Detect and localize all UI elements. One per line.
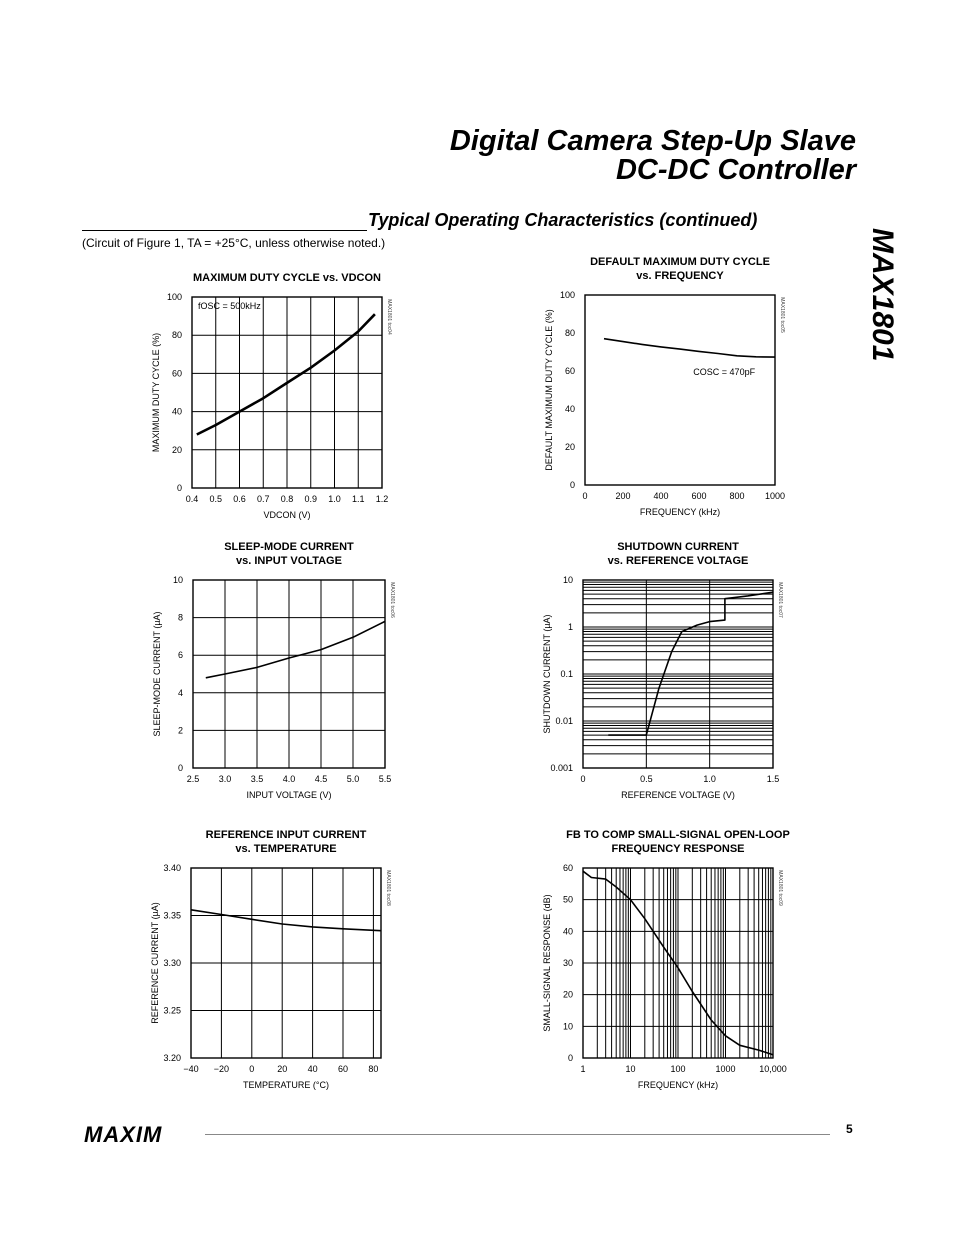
chart-title: FB TO COMP SMALL-SIGNAL OPEN-LOOP [566, 829, 790, 841]
x-tick-label: 5.0 [346, 774, 360, 784]
y-tick-label: 10 [172, 575, 183, 585]
chart-4 [542, 541, 783, 800]
conditions-note: (Circuit of Figure 1, TA = +25°C, unless otherwise noted.) [82, 236, 386, 250]
y-tick-label: 3.25 [163, 1005, 181, 1016]
x-tick-label: 10 [625, 1064, 636, 1074]
section-title: Typical Operating Characteristics (continued) [368, 210, 758, 230]
y-tick-label: 3.40 [163, 863, 181, 873]
y-tick-label: 30 [562, 958, 573, 968]
y-tick-label: 60 [562, 863, 573, 873]
x-tick-label: 4.5 [314, 774, 328, 784]
x-axis-label: TEMPERATURE (°C) [243, 1080, 329, 1090]
series-line [604, 339, 775, 357]
figure-code: MAX1801 toc06 [389, 582, 395, 618]
chart-title: vs. INPUT VOLTAGE [236, 555, 342, 567]
y-tick-label: 10 [562, 1021, 573, 1032]
x-tick-label: 0.6 [233, 494, 246, 504]
x-tick-label: 0 [582, 491, 588, 501]
x-axis-label: REFERENCE VOLTAGE (V) [621, 790, 735, 800]
figure-code: MAX1801 toc05 [779, 297, 785, 333]
x-axis-label: FREQUENCY (kHz) [637, 1080, 719, 1090]
x-tick-label: 1.2 [375, 494, 389, 504]
chart-title: SHUTDOWN CURRENT [617, 541, 739, 553]
x-tick-label: 1.0 [703, 774, 716, 784]
chart-annotation: fOSC = 500kHz [198, 301, 261, 311]
x-axis-label: INPUT VOLTAGE (V) [246, 790, 332, 800]
chart-6 [542, 829, 790, 1090]
y-tick-label: 80 [171, 330, 182, 341]
y-axis-label: SHUTDOWN CURRENT (µA) [542, 614, 552, 734]
y-tick-label: 60 [564, 366, 575, 376]
y-tick-label: 0 [177, 763, 183, 773]
x-tick-label: 0 [580, 774, 586, 784]
y-tick-label: 8 [177, 612, 183, 623]
chart-title: vs. REFERENCE VOLTAGE [607, 555, 749, 567]
y-tick-label: 80 [564, 328, 575, 338]
chart-title: FREQUENCY RESPONSE [611, 843, 745, 855]
y-axis-label: SLEEP-MODE CURRENT (µA) [152, 611, 162, 737]
x-tick-label: 5.5 [378, 774, 392, 784]
x-tick-label: 1.1 [351, 494, 365, 504]
y-tick-label: 4 [177, 687, 183, 698]
x-tick-label: 0.4 [185, 494, 199, 504]
y-axis-label: MAXIMUM DUTY CYCLE (%) [151, 332, 161, 453]
x-tick-label: 1 [580, 1064, 586, 1074]
y-tick-label: 0 [567, 1053, 573, 1063]
x-tick-label: 100 [670, 1064, 686, 1074]
y-tick-label: 1 [567, 622, 573, 632]
x-tick-label: 600 [691, 491, 707, 501]
chart-title: vs. TEMPERATURE [235, 843, 337, 855]
figure-code: MAX1801 toc07 [777, 582, 783, 618]
x-tick-label: 0.5 [209, 494, 223, 504]
y-tick-label: 6 [177, 650, 183, 661]
y-tick-label: 0.01 [555, 716, 573, 726]
figure-code: MAX1801 toc04 [386, 299, 392, 335]
x-tick-label: 10,000 [759, 1064, 787, 1074]
x-tick-label: 0.7 [256, 494, 270, 504]
y-tick-label: 0.1 [560, 669, 573, 679]
title-line-1: Digital Camera Step-Up Slave [449, 125, 856, 157]
x-tick-label: −20 [213, 1064, 230, 1074]
figure-code: MAX1801 toc09 [777, 870, 783, 906]
y-tick-label: 2 [177, 725, 183, 736]
footer-rule [205, 1134, 830, 1135]
y-axis-label: REFERENCE CURRENT (µA) [150, 902, 160, 1024]
x-tick-label: 80 [368, 1064, 379, 1074]
x-axis-label: FREQUENCY (kHz) [639, 507, 721, 517]
series-line [206, 621, 385, 677]
x-tick-label: 20 [277, 1064, 288, 1074]
x-tick-label: 1000 [715, 1064, 736, 1074]
y-tick-label: 0 [176, 483, 182, 493]
y-tick-label: 40 [564, 404, 575, 414]
figure-code: MAX1801 toc08 [385, 870, 391, 906]
x-tick-label: 200 [615, 491, 631, 501]
page-number: 5 [846, 1122, 853, 1136]
x-tick-label: 3.0 [218, 774, 232, 784]
x-tick-label: 0.8 [280, 494, 294, 504]
x-tick-label: 0 [249, 1064, 255, 1074]
chart-title: DEFAULT MAXIMUM DUTY CYCLE [590, 256, 770, 268]
x-tick-label: 4.0 [282, 774, 296, 784]
x-tick-label: 1000 [764, 491, 786, 501]
chart-1 [151, 272, 392, 520]
y-tick-label: 3.20 [163, 1053, 181, 1063]
x-axis-label: VDCON (V) [263, 510, 311, 520]
chart-title: MAXIMUM DUTY CYCLE vs. VDCON [192, 272, 382, 284]
y-tick-label: 100 [166, 292, 182, 302]
chart-2 [544, 256, 785, 517]
y-tick-label: 3.35 [163, 910, 181, 921]
chart-annotation: COSC = 470pF [693, 367, 756, 377]
y-tick-label: 20 [171, 444, 182, 455]
y-tick-label: 40 [562, 926, 573, 937]
y-tick-label: 100 [559, 290, 575, 300]
part-number: MAX1801 [866, 228, 899, 362]
y-tick-label: 20 [564, 442, 575, 452]
x-tick-label: 60 [337, 1064, 349, 1074]
y-axis-label: SMALL-SIGNAL RESPONSE (dB) [542, 894, 552, 1032]
x-tick-label: 800 [729, 491, 745, 501]
y-tick-label: 0.001 [550, 763, 573, 773]
y-tick-label: 60 [171, 368, 182, 379]
x-tick-label: 2.5 [186, 774, 200, 784]
x-tick-label: 400 [653, 491, 669, 501]
x-tick-label: 40 [307, 1064, 318, 1074]
x-tick-label: 1.0 [328, 494, 341, 504]
chart-title: vs. FREQUENCY [636, 270, 724, 282]
y-tick-label: 0 [569, 480, 575, 490]
y-tick-label: 10 [562, 575, 573, 585]
maxim-logo: MAXIM [84, 1122, 163, 1147]
series-line [608, 592, 773, 735]
title-line-2: DC-DC Controller [615, 154, 856, 186]
chart-3 [152, 541, 395, 800]
series-line [197, 314, 375, 434]
y-axis-label: DEFAULT MAXIMUM DUTY CYCLE (%) [544, 309, 554, 471]
chart-5 [150, 829, 391, 1090]
series-line [191, 910, 381, 931]
y-tick-label: 20 [562, 989, 573, 1000]
chart-title: REFERENCE INPUT CURRENT [205, 829, 367, 841]
x-tick-label: 0.5 [640, 774, 653, 784]
x-tick-label: −40 [183, 1064, 199, 1074]
chart-title: SLEEP-MODE CURRENT [224, 541, 354, 553]
x-tick-label: 1.5 [766, 774, 780, 784]
x-tick-label: 0.9 [304, 494, 318, 504]
plot-frame [585, 295, 775, 485]
x-tick-label: 3.5 [250, 774, 264, 784]
y-tick-label: 50 [562, 894, 573, 905]
y-tick-label: 3.30 [163, 958, 181, 968]
y-tick-label: 40 [171, 406, 182, 417]
